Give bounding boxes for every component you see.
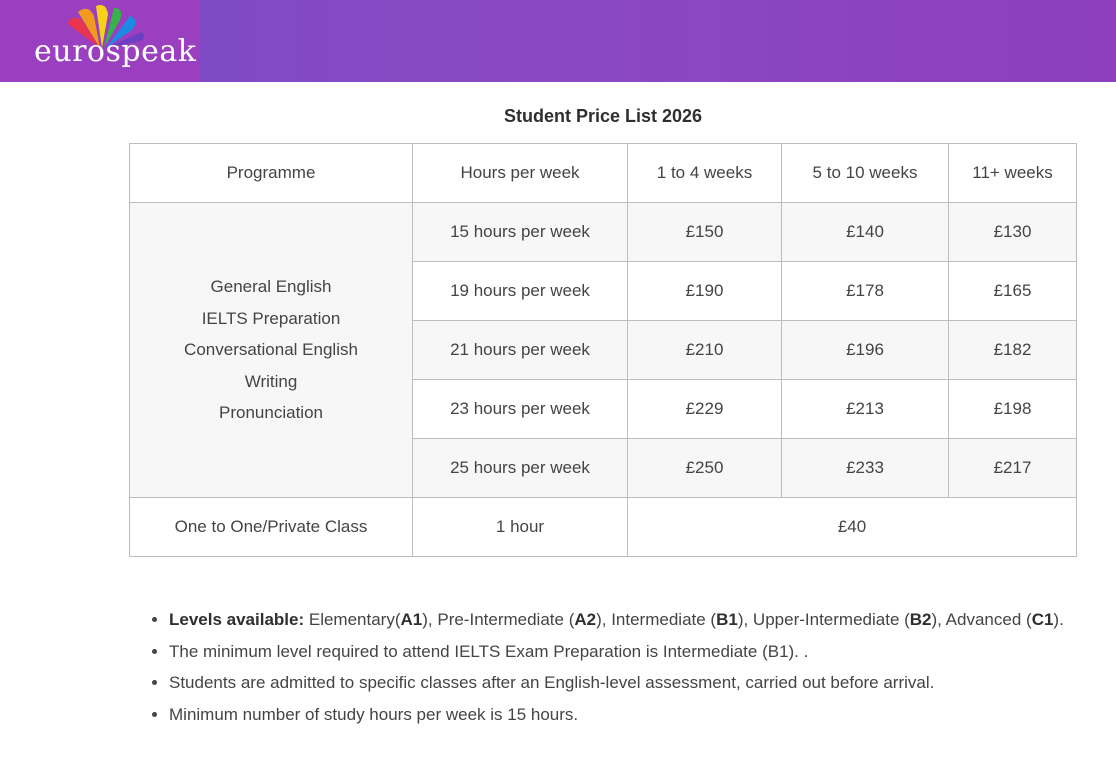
level-code: A2 [574, 610, 597, 629]
hours-cell: 25 hours per week [413, 439, 628, 498]
programme-writing: Writing [244, 371, 298, 391]
price-cell: £165 [949, 262, 1077, 321]
price-cell: £150 [628, 203, 782, 262]
logo-wordmark: eurospeak [34, 34, 197, 69]
price-cell: £217 [949, 439, 1077, 498]
page-title: Student Price List 2026 [503, 106, 703, 126]
price-table [129, 143, 1077, 557]
price-cell: £178 [782, 262, 949, 321]
price-cell: £229 [628, 380, 782, 439]
price-cell: £182 [949, 321, 1077, 380]
private-class-price: £40 [628, 498, 1077, 557]
price-cell: £213 [782, 380, 949, 439]
table-header-row [130, 144, 1077, 203]
level-code: C1 [1031, 610, 1054, 629]
hours-cell: 23 hours per week [413, 380, 628, 439]
private-class-label: One to One/Private Class [130, 498, 413, 557]
header-programme: Programme [130, 144, 413, 203]
hours-cell: 19 hours per week [413, 262, 628, 321]
price-cell: £210 [628, 321, 782, 380]
header-5-to-10-weeks: 5 to 10 weeks [782, 144, 949, 203]
eurospeak-logo[interactable] [0, 0, 200, 82]
table-row [130, 203, 1077, 262]
levels-label: Levels available: [169, 610, 305, 629]
price-cell: £140 [782, 203, 949, 262]
note-levels [169, 604, 1069, 636]
price-cell: £130 [949, 203, 1077, 262]
level-code: B1 [716, 610, 738, 629]
levels-text: ). [1053, 610, 1064, 629]
note-assessment: • Students are admitted to specific classes after an English-level assessment, carried out before arrival. [169, 667, 1069, 699]
programme-list-cell [130, 203, 413, 498]
private-class-row [130, 498, 1077, 557]
header-1-to-4-weeks: 1 to 4 weeks [628, 144, 782, 203]
price-cell: £190 [628, 262, 782, 321]
header-11-plus-weeks: 11+ weeks [949, 144, 1077, 203]
programme-conversational-english: Conversational English [184, 340, 358, 360]
price-cell: £233 [782, 439, 949, 498]
programme-pronunciation: Pronunciation [219, 403, 323, 423]
programme-ielts-preparation: IELTS Preparation [201, 308, 341, 328]
levels-text: Elementary( [304, 610, 401, 629]
levels-text: ), Advanced ( [931, 610, 1032, 629]
private-class-hours: 1 hour [413, 498, 628, 557]
price-cell: £250 [628, 439, 782, 498]
levels-text: ), Intermediate ( [596, 610, 717, 629]
programme-general-english: General English [210, 277, 332, 297]
price-cell: £196 [782, 321, 949, 380]
header-hours: Hours per week [413, 144, 628, 203]
level-code: A1 [400, 610, 423, 629]
note-minimum-hours: • Minimum number of study hours per week is 15 hours. [169, 699, 1069, 731]
level-code: B2 [909, 610, 932, 629]
hours-cell: 15 hours per week [413, 203, 628, 262]
notes-list [129, 604, 1069, 730]
note-ielts-minimum: • The minimum level required to attend IELTS Exam Preparation is Intermediate (B1). . [169, 636, 1069, 668]
hours-cell: 21 hours per week [413, 321, 628, 380]
levels-text: ), Upper-Intermediate ( [737, 610, 910, 629]
levels-text: ), Pre-Intermediate ( [422, 610, 575, 629]
price-cell: £198 [949, 380, 1077, 439]
site-header [0, 0, 1116, 82]
